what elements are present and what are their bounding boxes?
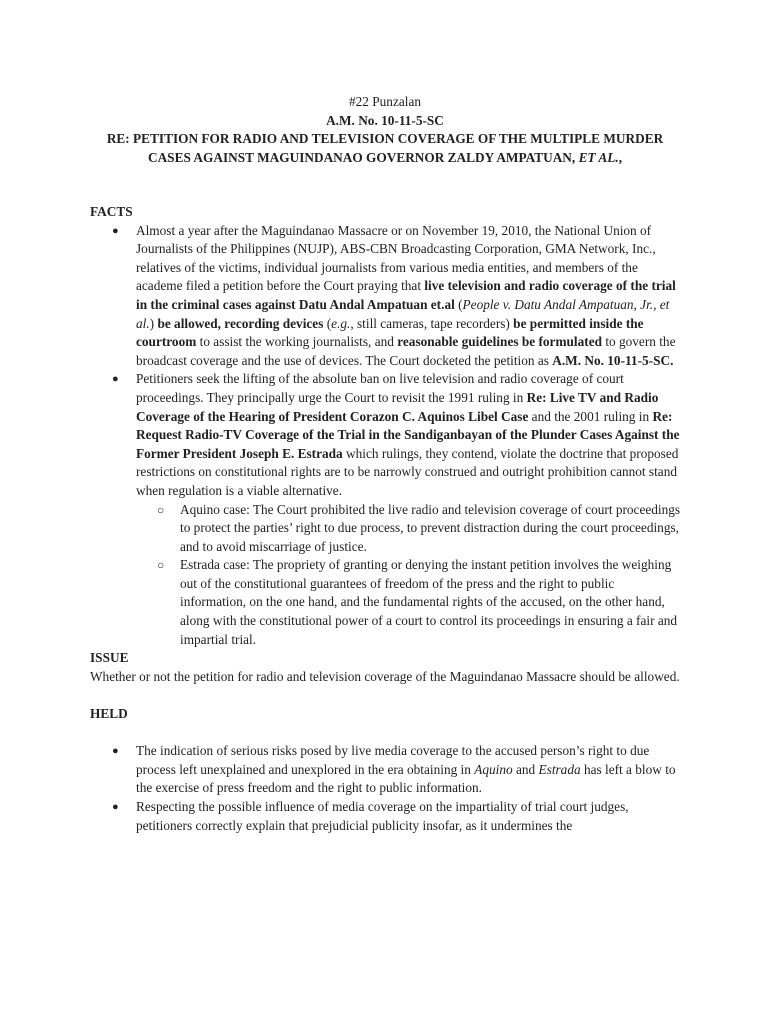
- document-body: [90, 203, 682, 835]
- text-run: , still cameras, tape recorders): [350, 315, 514, 331]
- facts-list: [90, 222, 682, 650]
- text-run-bold: A.M. No. 10-11-5-SC.: [552, 352, 674, 368]
- text-run-bold: Re: Live TV and Radio Coverage of the Hearing of President Corazon C. Aquinos Libel Case: [136, 389, 659, 424]
- held-heading: HELD: [90, 706, 128, 722]
- case-title-etal: ET AL.: [578, 149, 619, 165]
- case-title-main: RE: PETITION FOR RADIO AND TELEVISION COVERAGE OF THE MULTIPLE MURDER CASES AGAINST MAGUINDANAO GOVERNOR ZALDY AMPATUAN,: [106, 131, 664, 165]
- held-item-text: [136, 743, 676, 795]
- text-run-bold: live television and radio coverage of the trial in the criminal cases against Datu Andal Ampatuan et.al: [136, 278, 676, 312]
- facts-subitem-text: Estrada case: The propriety of granting or denying the instant petition involves the weighing out of the constitutional guarantees of freedom of the press and the right to public information, on the one hand, and the fundamental rights of the accused, on the other hand, along with the constitutional power of a court to control its proceedings in ensuring a fair and impartial trial.: [180, 557, 678, 647]
- bullet-icon: ●: [112, 224, 119, 237]
- text-run-italic: People v. Datu Andal Ampatuan, Jr., et al.: [136, 296, 670, 331]
- case-number: #22 Punzalan: [348, 94, 421, 109]
- text-run: ): [149, 315, 158, 331]
- held-item: [90, 742, 682, 798]
- text-run-bold: be allowed, recording devices: [157, 315, 324, 331]
- sub-bullet-icon: ○: [157, 502, 165, 517]
- text-run: to govern the broadcast coverage and the use of devices. The Court docketed the petition as: [136, 334, 676, 368]
- facts-item: [90, 222, 682, 371]
- held-item-text: Respecting the possible influence of media coverage on the impartiality of trial court judges, petitioners correctly explain that prejudicial publicity insofar, as it undermines the: [136, 799, 629, 833]
- facts-heading: FACTS: [90, 204, 133, 219]
- text-run: and: [512, 761, 539, 777]
- held-item: [90, 798, 682, 835]
- text-run: and the 2001 ruling in: [528, 408, 653, 424]
- text-run: The indication of serious risks posed by live media coverage to the accused person’s right to due process left unexplained and unexplored in the era obtaining in: [136, 743, 650, 777]
- facts-item-text: [136, 223, 676, 368]
- text-run-italic: Aquino: [474, 761, 513, 777]
- text-run-bold: Re: Request Radio-TV Coverage of the Trial in the Sandiganbayan of the Plunder Cases Against the Former President Joseph E. Estrada: [136, 408, 680, 461]
- bullet-icon: ●: [112, 801, 119, 813]
- bullet-icon: ●: [112, 745, 119, 758]
- facts-subitem: [136, 501, 682, 557]
- text-run: (: [323, 315, 332, 331]
- facts-sublist: [136, 501, 682, 650]
- text-run: (: [454, 296, 463, 312]
- text-run-bold: reasonable guidelines be formulated: [397, 334, 602, 350]
- case-title: [90, 130, 680, 167]
- text-run-bold: be permitted inside the courtroom: [136, 315, 644, 350]
- issue-text: Whether or not the petition for radio and television coverage of the Maguindanao Massacre should be allowed.: [90, 668, 680, 684]
- facts-subitem: [136, 556, 682, 649]
- document-header: [90, 93, 680, 167]
- text-run: which rulings, they contend, violate the doctrine that proposed restrictions on constitutional rights are to be narrowly construed and outright prohibition cannot stand when regulation is a viable alternative.: [136, 445, 679, 498]
- facts-item-text: [136, 371, 680, 498]
- sub-bullet-icon: ○: [157, 558, 165, 573]
- case-title-comma: ,: [618, 149, 623, 165]
- text-run-italic: e.g.: [331, 315, 351, 331]
- facts-subitem-text: Aquino case: The Court prohibited the live radio and television coverage of court proceedings to protect the parties’ right to due process, to prevent distraction during the court proceedings, and to avoid miscarriage of justice.: [180, 501, 681, 554]
- held-list: [90, 742, 682, 835]
- text-run: Petitioners seek the lifting of the absolute ban on live television and radio coverage of court proceedings. They principally urge the Court to revisit the 1991 ruling in: [136, 371, 624, 405]
- facts-item: [90, 370, 682, 649]
- am-number: A.M. No. 10-11-5-SC: [326, 112, 444, 128]
- text-run: has left a blow to the exercise of press freedom and the right to public information.: [136, 761, 676, 796]
- text-run: Almost a year after the Maguindanao Massacre or on November 19, 2010, the National Union of Journalists of the Philippines (NUJP), ABS-CBN Broadcasting Corporation, GMA Network, Inc., relatives of the victims, individual journalists from various media entities, and members of the academe filed a petition before the Court praying that: [136, 222, 656, 294]
- text-run-italic: Estrada: [538, 761, 581, 777]
- text-run: to assist the working journalists, and: [196, 334, 398, 350]
- issue-heading: ISSUE: [90, 650, 129, 666]
- bullet-icon: ●: [112, 373, 119, 386]
